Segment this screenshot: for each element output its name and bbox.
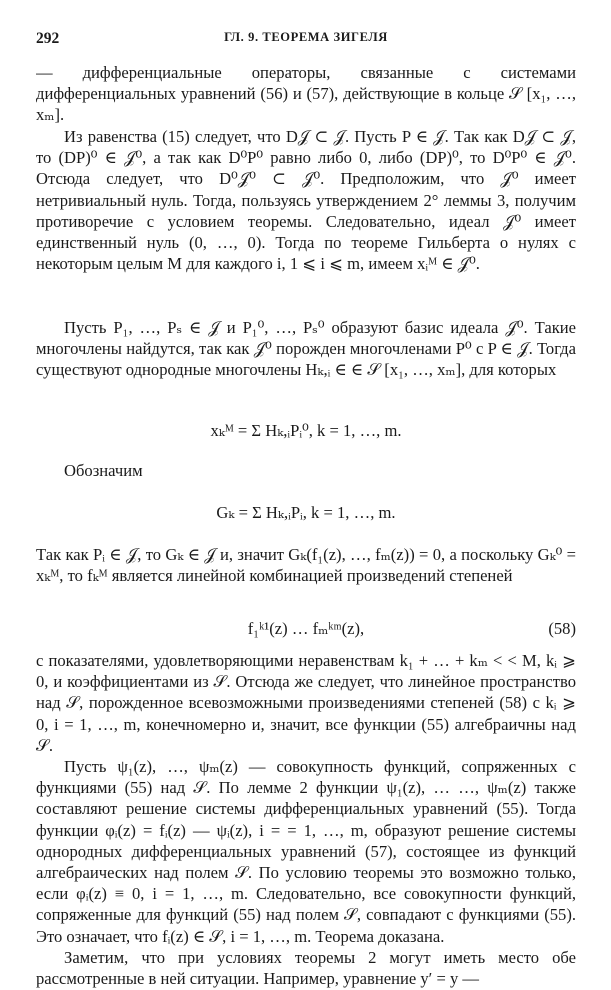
paragraph: — дифференциальные операторы, связанные с системами дифференциальных уравнений (56) и (57), действующие в кольце 𝒮 [x₁, …, xₘ]. [36, 63, 576, 125]
paragraph: Заметим, что при условиях теоремы 2 могут иметь место обе рассмотренные в ней ситуации. Например, уравнение y′ = y — [36, 948, 576, 989]
formula [36, 608, 576, 650]
formula [36, 402, 576, 460]
paragraph: Так как Pᵢ ∈ 𝒥, то Gₖ ∈ 𝒥 и, значит Gₖ(f₁(z), …, fₘ(z)) = 0, а поскольку Gₖ⁰ = xₖᴹ, то fₖᴹ является линейной комбинацией произведений степеней [36, 545, 576, 586]
paragraph: Пусть P₁, …, Pₛ ∈ 𝒥 и P₁⁰, …, Pₛ⁰ образуют базис идеала 𝒥⁰. Такие многочлены найдутся, так как 𝒥⁰ порожден многочленами P⁰ с P ∈ 𝒥. Тогда существуют однородные многочлены Hₖ,ᵢ ∈ ∈ 𝒮 [x₁, …, xₘ], для которых [36, 318, 576, 380]
running-head: ГЛ. 9. ТЕОРЕМА ЗИГЕЛЯ [224, 30, 388, 44]
page-body [36, 62, 576, 990]
formula [36, 482, 576, 544]
formula-text: Gₖ = Σ Hₖ,ᵢPᵢ, k = 1, …, m. [216, 503, 396, 522]
page-number: 292 [36, 30, 60, 47]
page-header [36, 30, 576, 52]
paragraph: с показателями, удовлетворяющими неравенствам k₁ + … + kₘ < < M, kᵢ ⩾ 0, и коэффициентами из 𝒮. Отсюда же следует, что линейное пространство над 𝒮, порожденное всевозможными произведениями степеней (58) с kᵢ ⩾ 0, i = 1, …, m, конечномерно и, значит, все функции (55) алгебраичны над 𝒮. [36, 651, 576, 755]
formula-text: f₁ᵏ¹(z) … fₘᵏᵐ(z), [247, 619, 365, 638]
equation-number: (58) [548, 619, 576, 638]
paragraph: Из равенства (15) следует, что D𝒥 ⊂ 𝒥. Пусть P ∈ 𝒥. Так как D𝒥 ⊂ 𝒥, то (DP)⁰ ∈ 𝒥⁰, а так как D⁰P⁰ равно либо 0, либо (DP)⁰, то D⁰P⁰ ∈ 𝒥⁰. Отсюда следует, что D⁰𝒥⁰ ⊂ 𝒥⁰. Предположим, что 𝒥⁰ имеет нетривиальный нуль. Тогда, пользуясь утверждением 2° леммы 3, получим противоречие с условием теоремы. Следовательно, идеал 𝒥⁰ имеет единственный нуль (0, …, 0). Тогда по теореме Гильберта о нулях с некоторым целым M для каждого i, 1 ⩽ i ⩽ m, имеем xᵢᴹ ∈ 𝒥⁰. [36, 127, 576, 274]
paragraph: Пусть ψ₁(z), …, ψₘ(z) — совокупность функций, сопряженных с функциями (55) над 𝒮. По лемме 2 функции ψ₁(z), … …, ψₘ(z) также составляют решение системы дифференциальных уравнений (55). Тогда функции φᵢ(z) = fᵢ(z) — ψᵢ(z), i = = 1, …, m, образуют решение системы однородных дифференциальных уравнений (57), состоящее из функций алгебраических над полем 𝒮. По условию теоремы это возможно только, если φᵢ(z) ≡ 0, i = 1, …, m. Следовательно, все совокупности функций, сопряженные для функций (55) над полем 𝒮, совпадают с функциями (55). Это означает, что fᵢ(z) ∈ 𝒮, i = 1, …, m. Теорема доказана. [36, 757, 576, 946]
formula-text: xₖᴹ = Σ Hₖ,ᵢPᵢ⁰, k = 1, …, m. [210, 421, 402, 440]
paragraph: Обозначим [64, 461, 143, 480]
